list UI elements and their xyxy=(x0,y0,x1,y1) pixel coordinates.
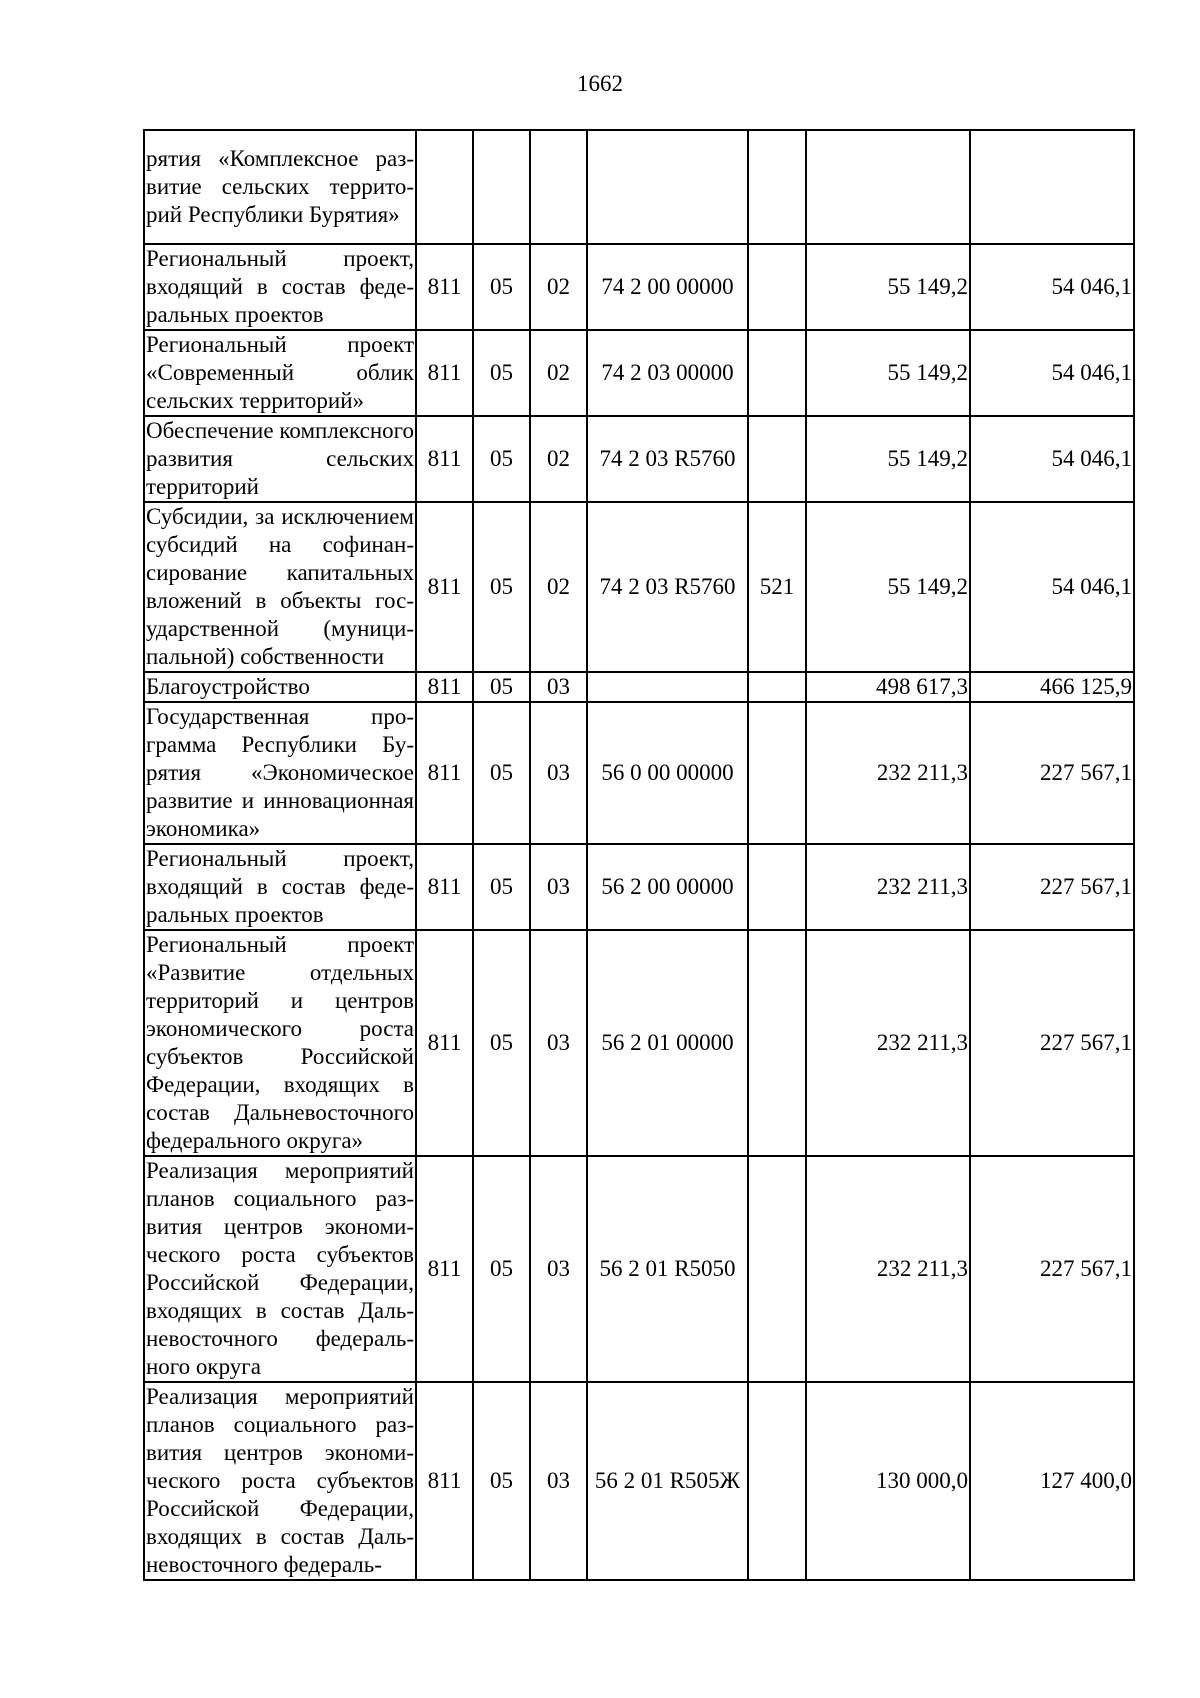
cell-tselevaya-statya: 74 2 03 R5760 xyxy=(587,502,748,672)
cell-sum-2: 466 125,9 xyxy=(970,672,1134,702)
cell-sum-2: 227 567,1 xyxy=(970,702,1134,844)
cell-podrazdel: 02 xyxy=(530,244,587,330)
cell-tselevaya-statya xyxy=(587,130,748,244)
cell-sum-1: 55 149,2 xyxy=(806,502,970,672)
cell-podrazdel xyxy=(530,130,587,244)
cell-razdel: 05 xyxy=(473,702,530,844)
cell-razdel: 05 xyxy=(473,330,530,416)
cell-sum-1: 232 211,3 xyxy=(806,1156,970,1382)
table-row xyxy=(144,330,1134,416)
cell-vid-rashodov: 521 xyxy=(748,502,806,672)
table-row xyxy=(144,1156,1134,1382)
cell-sum-1: 55 149,2 xyxy=(806,244,970,330)
cell-vid-rashodov xyxy=(748,416,806,502)
cell-sum-2 xyxy=(970,130,1134,244)
table-row xyxy=(144,702,1134,844)
table-row xyxy=(144,244,1134,330)
cell-razdel xyxy=(473,130,530,244)
cell-vedomstvo xyxy=(416,130,473,244)
cell-sum-1: 232 211,3 xyxy=(806,930,970,1156)
cell-podrazdel: 02 xyxy=(530,502,587,672)
table-row xyxy=(144,1382,1134,1580)
cell-vedomstvo: 811 xyxy=(416,416,473,502)
cell-podrazdel: 02 xyxy=(530,416,587,502)
cell-name: Государственная программа Республики Бурятия «Экономическое развитие и инновационная экономика» xyxy=(144,702,416,844)
cell-name: рятия «Комплексное развитие сельских территорий Республики Бурятия» xyxy=(144,130,416,244)
cell-tselevaya-statya xyxy=(587,672,748,702)
cell-vid-rashodov xyxy=(748,330,806,416)
table-row xyxy=(144,502,1134,672)
cell-vedomstvo: 811 xyxy=(416,672,473,702)
cell-sum-1: 55 149,2 xyxy=(806,330,970,416)
cell-razdel: 05 xyxy=(473,1156,530,1382)
cell-vid-rashodov xyxy=(748,930,806,1156)
cell-sum-1: 130 000,0 xyxy=(806,1382,970,1580)
cell-name: Субсидии, за исключением субсидий на софинансирование капитальных вложений в объекты государственной (муниципальной) собственности xyxy=(144,502,416,672)
table-row xyxy=(144,844,1134,930)
budget-table xyxy=(143,129,1135,1581)
cell-podrazdel: 02 xyxy=(530,330,587,416)
cell-vid-rashodov xyxy=(748,130,806,244)
cell-vedomstvo: 811 xyxy=(416,1156,473,1382)
cell-vedomstvo: 811 xyxy=(416,502,473,672)
cell-vid-rashodov xyxy=(748,1156,806,1382)
cell-name: Реализация мероприятий планов социального развития центров экономического роста субъектов Российской Федерации, входящих в состав Дальневосточного федерального округа xyxy=(144,1156,416,1382)
cell-sum-2: 227 567,1 xyxy=(970,844,1134,930)
cell-razdel: 05 xyxy=(473,672,530,702)
table-row xyxy=(144,130,1134,244)
cell-podrazdel: 03 xyxy=(530,930,587,1156)
cell-tselevaya-statya: 56 0 00 00000 xyxy=(587,702,748,844)
cell-podrazdel: 03 xyxy=(530,844,587,930)
cell-tselevaya-statya: 56 2 01 R505Ж xyxy=(587,1382,748,1580)
cell-vid-rashodov xyxy=(748,844,806,930)
cell-tselevaya-statya: 56 2 01 00000 xyxy=(587,930,748,1156)
cell-vid-rashodov xyxy=(748,244,806,330)
cell-name: Реализация мероприятий планов социального развития центров экономического роста субъектов Российской Федерации, входящих в состав Дальневосточного федераль- xyxy=(144,1382,416,1580)
table-row xyxy=(144,930,1134,1156)
cell-podrazdel: 03 xyxy=(530,1156,587,1382)
cell-vedomstvo: 811 xyxy=(416,330,473,416)
cell-sum-2: 127 400,0 xyxy=(970,1382,1134,1580)
cell-name: Региональный проект, входящий в состав федеральных проектов xyxy=(144,244,416,330)
cell-vid-rashodov xyxy=(748,672,806,702)
page-number: 1662 xyxy=(577,71,623,96)
cell-tselevaya-statya: 74 2 00 00000 xyxy=(587,244,748,330)
cell-razdel: 05 xyxy=(473,244,530,330)
cell-name: Региональный проект «Развитие отдельных территорий и центров экономического роста субъектов Российской Федерации, входящих в состав Дальневосточного федерального округа» xyxy=(144,930,416,1156)
table-row xyxy=(144,672,1134,702)
cell-tselevaya-statya: 74 2 03 R5760 xyxy=(587,416,748,502)
cell-sum-2: 227 567,1 xyxy=(970,930,1134,1156)
cell-sum-2: 227 567,1 xyxy=(970,1156,1134,1382)
cell-podrazdel: 03 xyxy=(530,1382,587,1580)
cell-sum-2: 54 046,1 xyxy=(970,416,1134,502)
cell-sum-2: 54 046,1 xyxy=(970,502,1134,672)
cell-vedomstvo: 811 xyxy=(416,930,473,1156)
cell-name: Обеспечение комплексного развития сельских территорий xyxy=(144,416,416,502)
cell-razdel: 05 xyxy=(473,930,530,1156)
cell-sum-1 xyxy=(806,130,970,244)
cell-sum-2: 54 046,1 xyxy=(970,244,1134,330)
cell-vid-rashodov xyxy=(748,1382,806,1580)
cell-sum-1: 232 211,3 xyxy=(806,844,970,930)
cell-name: Региональный проект «Современный облик сельских территорий» xyxy=(144,330,416,416)
cell-razdel: 05 xyxy=(473,844,530,930)
cell-sum-1: 232 211,3 xyxy=(806,702,970,844)
cell-tselevaya-statya: 56 2 01 R5050 xyxy=(587,1156,748,1382)
cell-razdel: 05 xyxy=(473,502,530,672)
cell-name: Благоустройство xyxy=(144,672,416,702)
cell-vedomstvo: 811 xyxy=(416,702,473,844)
table-row xyxy=(144,416,1134,502)
cell-vedomstvo: 811 xyxy=(416,1382,473,1580)
cell-sum-2: 54 046,1 xyxy=(970,330,1134,416)
cell-tselevaya-statya: 74 2 03 00000 xyxy=(587,330,748,416)
cell-podrazdel: 03 xyxy=(530,702,587,844)
cell-vedomstvo: 811 xyxy=(416,844,473,930)
cell-vedomstvo: 811 xyxy=(416,244,473,330)
cell-sum-1: 55 149,2 xyxy=(806,416,970,502)
cell-razdel: 05 xyxy=(473,416,530,502)
cell-tselevaya-statya: 56 2 00 00000 xyxy=(587,844,748,930)
cell-sum-1: 498 617,3 xyxy=(806,672,970,702)
cell-podrazdel: 03 xyxy=(530,672,587,702)
cell-razdel: 05 xyxy=(473,1382,530,1580)
cell-vid-rashodov xyxy=(748,702,806,844)
cell-name: Региональный проект, входящий в состав федеральных проектов xyxy=(144,844,416,930)
